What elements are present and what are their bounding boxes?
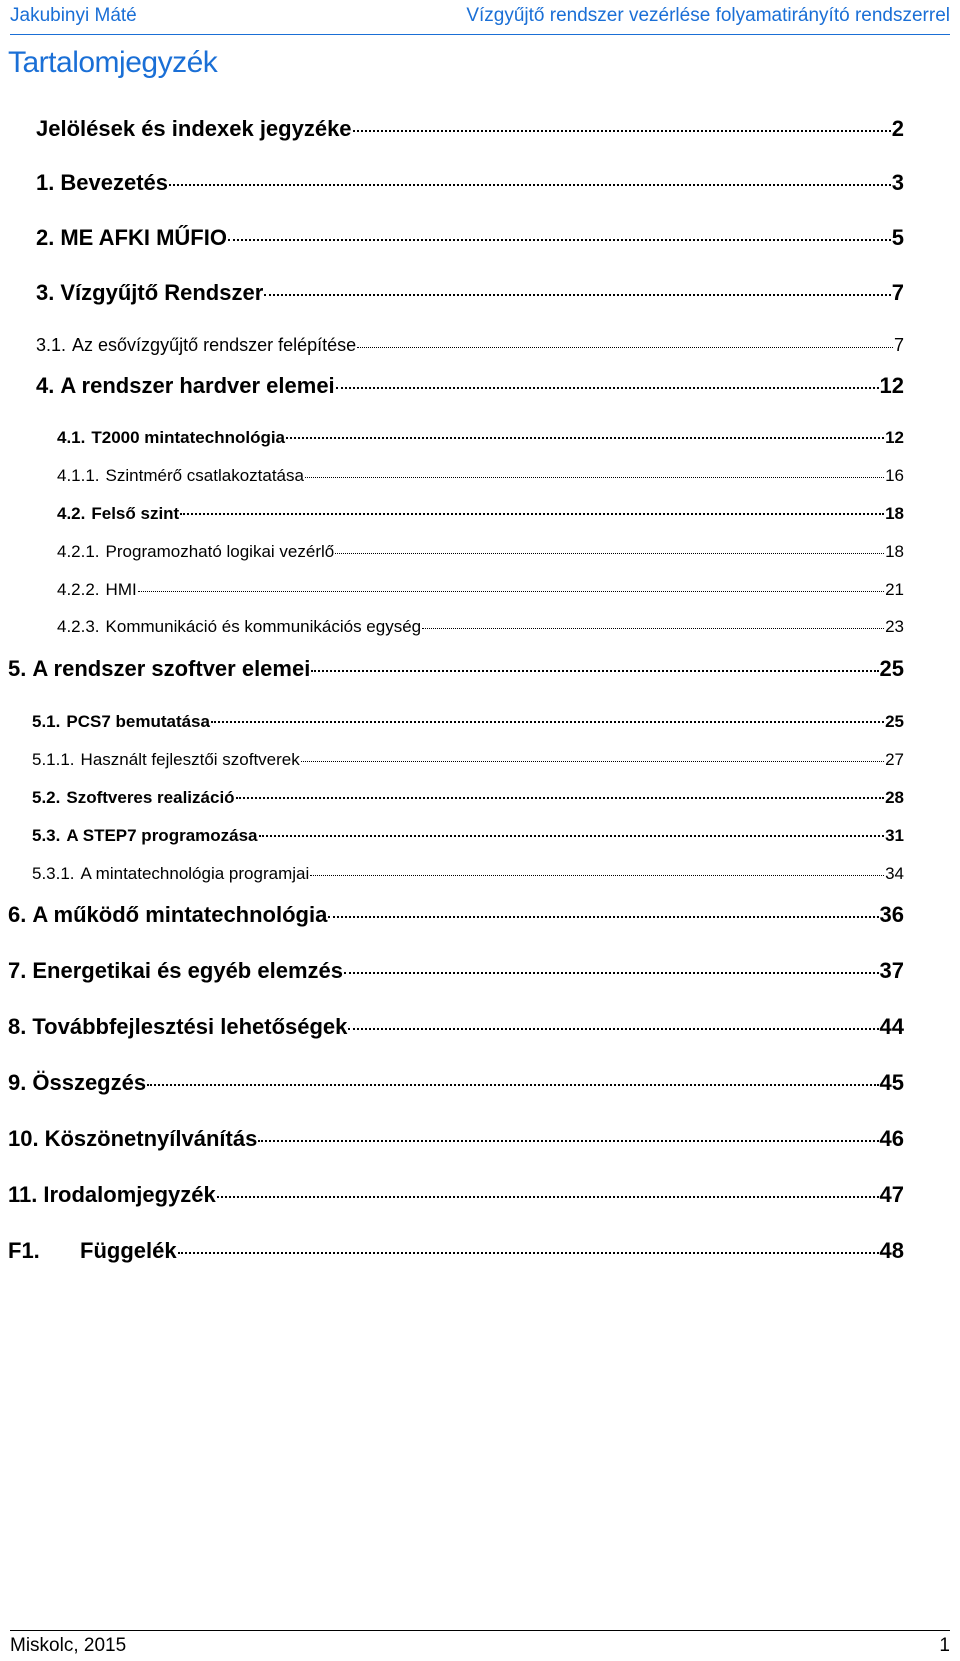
toc-entry-number: 5. (8, 656, 27, 681)
toc-entry-page: 27 (885, 750, 904, 769)
toc-entry-number: 5.1. (32, 712, 61, 731)
toc-entry-page: 23 (885, 617, 904, 636)
toc-entry[interactable] (8, 1014, 904, 1040)
toc-entry[interactable] (36, 335, 904, 356)
dot-leader (311, 670, 878, 672)
dot-leader (310, 875, 884, 876)
toc-entry-page: 44 (879, 1014, 904, 1039)
toc-entry-label: Szoftveres realizáció (66, 788, 235, 807)
toc-entry-page: 34 (885, 864, 904, 883)
toc-entry-page: 31 (885, 826, 904, 845)
toc-entry[interactable] (57, 580, 904, 600)
toc-entry-label: Jelölések és indexek jegyzéke (36, 116, 352, 141)
toc-entry-page: 46 (879, 1126, 904, 1151)
dot-leader (178, 1252, 879, 1254)
toc-entry[interactable] (8, 1182, 904, 1208)
toc-entry-number: 5.3.1. (32, 864, 75, 883)
dot-leader (336, 387, 879, 389)
toc-entry-label: Irodalomjegyzék (43, 1182, 216, 1207)
toc-entry-page: 45 (879, 1070, 904, 1095)
dot-leader (344, 972, 879, 974)
header-divider (10, 34, 950, 35)
toc-entry-number: 7. (8, 958, 27, 983)
toc-entry-label: Programozható logikai vezérlő (105, 542, 335, 561)
dot-leader (169, 184, 891, 186)
footer-divider (10, 1630, 950, 1631)
toc-entry-page: 5 (891, 225, 904, 250)
toc-entry-number: 10. (8, 1126, 39, 1151)
dot-leader (228, 239, 891, 241)
toc-entry-label: ME AFKI MŰFIO (60, 225, 227, 250)
toc-entry[interactable] (57, 542, 904, 562)
toc-entry-page: 18 (885, 542, 904, 561)
toc-entry-number: 5.1.1. (32, 750, 75, 769)
toc-entry-page: 25 (879, 656, 904, 681)
toc-entry[interactable] (8, 1238, 904, 1264)
toc-entry-label: T2000 mintatechnológia (91, 428, 286, 447)
toc-entry[interactable] (8, 1126, 904, 1152)
toc-entry-page: 12 (885, 428, 904, 447)
toc-entry[interactable] (36, 116, 904, 142)
dot-leader (236, 797, 885, 799)
dot-leader (328, 916, 878, 918)
toc-entry-number: 8. (8, 1014, 27, 1039)
toc-entry-number: 4.2.3. (57, 617, 100, 636)
footer-page-number: 1 (939, 1635, 950, 1656)
toc-entry-label: Köszönetnyílvánítás (44, 1126, 258, 1151)
dot-leader (217, 1196, 879, 1198)
toc-entry-number: 5.3. (32, 826, 61, 845)
toc-entry-page: 16 (885, 466, 904, 485)
toc-entry-label: Továbbfejlesztési lehetőségek (32, 1014, 348, 1039)
toc-entry-number: 1. (36, 170, 55, 195)
toc-entry-number: 4.1. (57, 428, 86, 447)
toc-entry-number: 4.1.1. (57, 466, 100, 485)
toc-entry-number: 4.2.1. (57, 542, 100, 561)
toc-entry-number: 11. (8, 1182, 38, 1207)
toc-entry[interactable] (36, 225, 904, 251)
toc-entry-number: 2. (36, 225, 55, 250)
toc-entry-number: 9. (8, 1070, 27, 1095)
toc-entry-number: F1. (8, 1238, 40, 1263)
dot-leader (147, 1084, 878, 1086)
toc-entry-page: 3 (891, 170, 904, 195)
toc-entry-label: Kommunikáció és kommunikációs egység (105, 617, 422, 636)
header-title: Vízgyűjtő rendszer vezérlése folyamatirányító rendszerrel (466, 5, 950, 26)
toc-entry[interactable] (32, 788, 904, 808)
toc-entry[interactable] (32, 826, 904, 846)
toc-entry[interactable] (57, 428, 904, 448)
dot-leader (422, 628, 884, 629)
toc-entry[interactable] (8, 902, 904, 928)
toc-entry[interactable] (57, 617, 904, 637)
dot-leader (305, 477, 884, 478)
toc-entry-page: 7 (893, 335, 904, 355)
toc-entry-page: 47 (879, 1182, 904, 1207)
toc-entry-label: Használt fejlesztői szoftverek (80, 750, 300, 769)
toc-entry-number: 4. (36, 373, 55, 398)
toc-entry-label: Összegzés (32, 1070, 147, 1095)
dot-leader (258, 1140, 878, 1142)
toc-entry[interactable] (57, 466, 904, 486)
toc-entry[interactable] (8, 656, 904, 682)
toc-entry[interactable] (32, 750, 904, 770)
running-header (10, 0, 950, 32)
toc-entry-number: 4.2. (57, 504, 86, 523)
toc-entry-page: 18 (885, 504, 904, 523)
toc-entry-number: 5.2. (32, 788, 61, 807)
toc-entry-number: 3.1. (36, 335, 67, 355)
toc-entry-label: A működő mintatechnológia (32, 902, 328, 927)
toc-entry[interactable] (36, 170, 904, 196)
dot-leader (348, 1028, 878, 1030)
toc-entry-page: 48 (879, 1238, 904, 1263)
toc-entry-label: Szintmérő csatlakoztatása (105, 466, 304, 485)
toc-entry-page: 2 (891, 116, 904, 141)
toc-entry-page: 36 (879, 902, 904, 927)
dot-leader (357, 347, 893, 348)
dot-leader (180, 513, 884, 515)
dot-leader (353, 130, 891, 132)
dot-leader (264, 294, 890, 296)
footer-location-year: Miskolc, 2015 (10, 1635, 127, 1656)
dot-leader (301, 761, 884, 762)
toc-entry-page: 12 (879, 373, 904, 398)
toc-entry-label: Felső szint (91, 504, 180, 523)
header-author: Jakubinyi Máté (10, 5, 137, 26)
dot-leader (211, 721, 884, 723)
toc-entry-page: 28 (885, 788, 904, 807)
toc-entry-label: A mintatechnológia programjai (80, 864, 310, 883)
toc-entry-page: 7 (891, 280, 904, 305)
toc-entry-page: 21 (885, 580, 904, 599)
toc-entry-label: Vízgyűjtő Rendszer (60, 280, 264, 305)
toc-entry-page: 37 (879, 958, 904, 983)
toc-entry-label: HMI (105, 580, 137, 599)
page-footer (10, 1633, 950, 1659)
toc-entry-number: 4.2.2. (57, 580, 100, 599)
dot-leader (259, 835, 885, 837)
dot-leader (138, 591, 884, 592)
toc-entry[interactable] (36, 280, 904, 306)
toc-entry-number: 3. (36, 280, 55, 305)
dot-leader (335, 553, 884, 554)
toc-entry-number: 6. (8, 902, 27, 927)
toc-entry-label: PCS7 bemutatása (66, 712, 210, 731)
toc-entry-label: A rendszer szoftver elemei (32, 656, 311, 681)
toc-entry[interactable] (32, 712, 904, 732)
toc-heading: Tartalomjegyzék (8, 46, 218, 79)
toc-entry-label: Az esővízgyűjtő rendszer felépítése (72, 335, 357, 355)
toc-entry-label: Függelék (80, 1238, 177, 1263)
toc-entry-label: A STEP7 programozása (66, 826, 258, 845)
toc-entry-label: A rendszer hardver elemei (60, 373, 335, 398)
toc-entry-label: Energetikai és egyéb elemzés (32, 958, 343, 983)
toc-entry[interactable] (8, 958, 904, 984)
toc-entry[interactable] (32, 864, 904, 884)
dot-leader (286, 437, 884, 439)
toc-entry[interactable] (8, 1070, 904, 1096)
toc-entry-page: 25 (885, 712, 904, 731)
toc-entry[interactable] (57, 504, 904, 524)
toc-entry-label: Bevezetés (60, 170, 168, 195)
toc-entry[interactable] (36, 373, 904, 399)
